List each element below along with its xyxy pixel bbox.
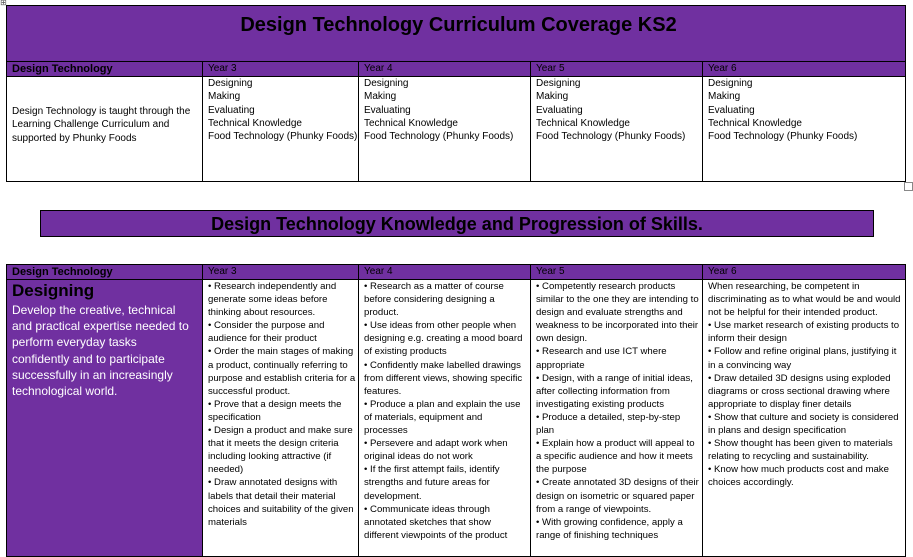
skill-bullet: • Research and use ICT where appropriate	[536, 346, 667, 371]
skill-bullet: • Prove that a design meets the specification	[208, 398, 342, 423]
strand-item: Food Technology (Phunky Foods)	[708, 131, 858, 143]
coverage-strands-cell[interactable]	[703, 77, 906, 182]
coverage-strands-cell[interactable]	[203, 77, 359, 182]
skill-bullet: • Draw annotated designs with labels that detail their material choices and suitability of the given materials	[208, 477, 354, 528]
strand-item: Technical Knowledge	[364, 117, 458, 129]
strand-item: Food Technology (Phunky Foods)	[208, 131, 358, 143]
skill-bullet: • Research independently and generate some ideas before thinking about resources.	[208, 281, 337, 319]
coverage-strands-cell[interactable]	[359, 77, 531, 182]
strand-item: Food Technology (Phunky Foods)	[364, 131, 514, 143]
strand-item: Evaluating	[708, 104, 755, 116]
strand-item: Making	[364, 91, 397, 103]
skill-bullet: • Draw detailed 3D designs using exploded diagrams or cross sectional drawing where appropriate to display finer details	[708, 372, 891, 410]
year5-skills-cell[interactable]	[531, 280, 703, 557]
strand-item: Evaluating	[364, 104, 411, 116]
curriculum-coverage-table	[6, 5, 906, 182]
strand-item: Making	[208, 91, 241, 103]
progression-table	[6, 264, 906, 557]
skill-bullet: • Produce a plan and explain the use of materials, equipment and processes	[364, 398, 521, 437]
coverage-year-header: Year 5	[531, 62, 703, 77]
strand-item: Designing	[208, 78, 253, 89]
year3-skills-cell[interactable]	[203, 280, 359, 557]
year4-skills-cell[interactable]	[359, 280, 531, 557]
strand-item: Making	[536, 91, 569, 103]
skill-bullet: • Confidently make labelled drawings from different views, showing specific features.	[364, 359, 523, 397]
progression-year-header: Year 5	[531, 265, 703, 280]
skill-bullet: • Create annotated 3D designs of their design on isometric or squared paper from a range of viewpoints.	[536, 477, 699, 515]
skill-bullet: • Know how much products cost and make choices accordingly.	[708, 464, 889, 489]
strand-item: Designing	[364, 78, 409, 89]
skill-bullet: • Design, with a range of initial ideas, after collecting information from investigating existing products	[536, 372, 693, 410]
strand-item: Evaluating	[208, 104, 255, 116]
skill-bullet: • Explain how a product will appeal to a specific audience and how it meets the purpose	[536, 438, 695, 476]
skill-bullet: • Produce a detailed, step-by-step plan	[536, 411, 681, 437]
skill-bullet: • Consider the purpose and audience for their product	[208, 320, 325, 345]
coverage-intro-cell[interactable]	[7, 77, 203, 182]
coverage-subject-header: Design Technology	[7, 62, 203, 77]
coverage-year-header: Year 4	[359, 62, 531, 77]
coverage-year-header: Year 3	[203, 62, 359, 77]
progression-subject-header: Design Technology	[7, 265, 203, 280]
skill-bullet: • Order the main stages of making a product, continually referring to purpose and establish criteria for a successful product.	[208, 346, 356, 397]
area-description: Develop the creative, technical and practical expertise needed to perform everyday tasks confidently and to participate successfully in an increasingly technological world.	[12, 303, 189, 399]
coverage-intro-text: Design Technology is taught through the Learning Challenge Curriculum and supported by Phunky Foods	[12, 106, 191, 144]
strand-item: Evaluating	[536, 104, 583, 116]
skill-bullet: • Communicate ideas through annotated sketches that show different viewpoints of the product	[364, 503, 508, 541]
skill-bullet: • Persevere and adapt work when original ideas do not work	[364, 438, 508, 463]
skill-bullet: When researching, be competent in discriminating as to what would be and would not be helpful for their intended product.	[708, 281, 901, 319]
table-resize-handle-icon[interactable]	[904, 182, 913, 191]
skill-bullet: • Design a product and make sure that it meets the design criteria including looking attractive (if needed)	[208, 425, 353, 476]
coverage-title-cell	[7, 6, 906, 62]
strand-item: Designing	[536, 78, 581, 89]
coverage-title: Design Technology Curriculum Coverage KS2	[240, 14, 677, 36]
skill-bullet: • Follow and refine original plans, justifying it in a convincing way	[708, 346, 897, 371]
strand-item: Technical Knowledge	[208, 117, 302, 129]
skill-bullet: • Competently research products similar to the one they are intending to design and evaluate strengths and weakness to be incorporated into their own design.	[536, 281, 699, 345]
skill-bullet: • Use market research of existing products to inform their design	[708, 320, 900, 345]
skill-bullet: • If the first attempt fails, identify strengths and future areas for development.	[364, 464, 500, 502]
table-move-handle-icon[interactable]: ⊞	[0, 0, 7, 7]
skill-bullet: • With growing confidence, apply a range of finishing techniques	[536, 516, 683, 541]
strand-item: Designing	[708, 78, 753, 89]
year6-skills-cell[interactable]	[703, 280, 906, 557]
coverage-year-header: Year 6	[703, 62, 906, 77]
skill-bullet: • Show that culture and society is considered in plans and design specification	[708, 411, 899, 437]
progression-title: Design Technology Knowledge and Progression of Skills.	[40, 210, 874, 237]
strand-item: Technical Knowledge	[708, 117, 802, 129]
strand-item: Food Technology (Phunky Foods)	[536, 131, 686, 143]
area-title: Designing	[12, 281, 95, 300]
progression-year-header: Year 3	[203, 265, 359, 280]
coverage-strands-cell[interactable]	[531, 77, 703, 182]
progression-year-header: Year 6	[703, 265, 906, 280]
skill-bullet: • Show thought has been given to materials relating to recycling and sustainability.	[708, 438, 893, 463]
strand-item: Technical Knowledge	[536, 117, 630, 129]
skill-bullet: • Research as a matter of course before considering designing a product.	[364, 281, 504, 319]
progression-year-header: Year 4	[359, 265, 531, 280]
designing-area-cell[interactable]	[7, 280, 203, 557]
strand-item: Making	[708, 91, 741, 103]
skill-bullet: • Use ideas from other people when designing e.g. creating a mood board of existing products	[364, 320, 523, 358]
